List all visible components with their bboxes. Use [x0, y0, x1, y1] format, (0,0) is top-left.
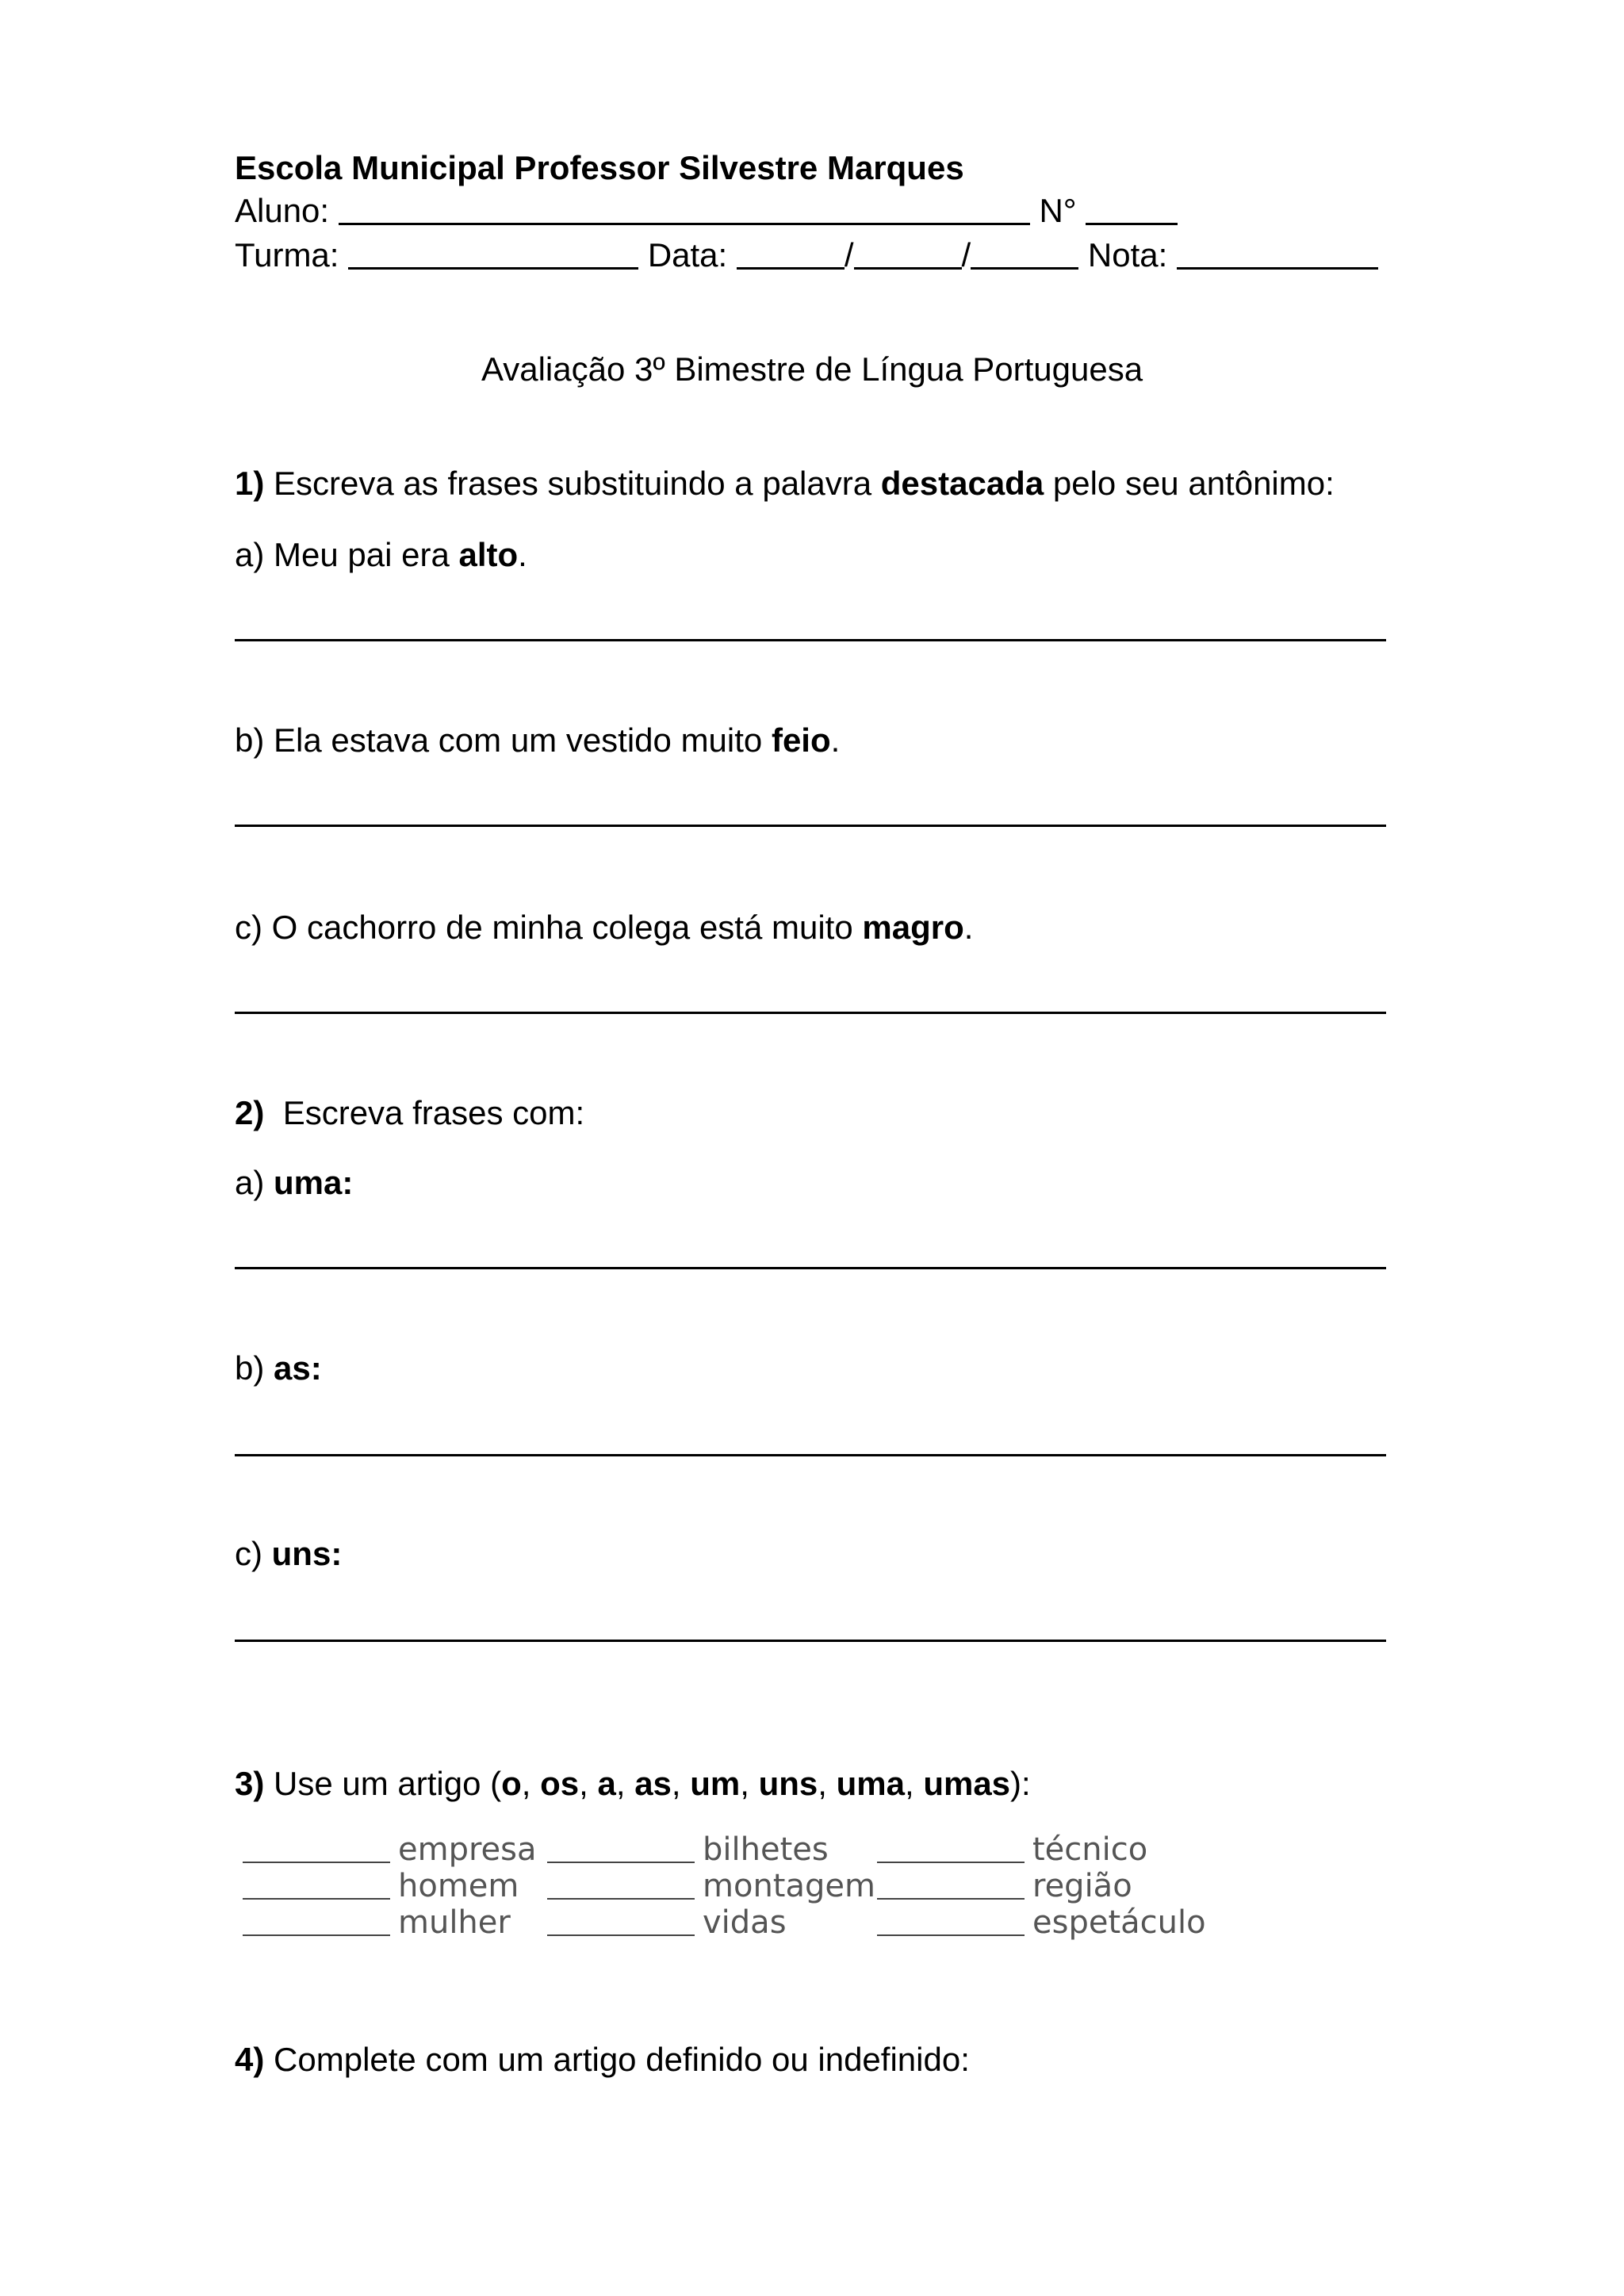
- article-blank[interactable]: [243, 1911, 390, 1936]
- separator: ,: [521, 1765, 541, 1802]
- answer-line[interactable]: [235, 1454, 1386, 1456]
- date-slash: /: [961, 236, 971, 274]
- question-number: 3): [235, 1765, 265, 1802]
- question-text-bold: destacada: [880, 465, 1044, 502]
- article: as: [634, 1765, 672, 1802]
- question-1: [235, 463, 1335, 504]
- question-3: [235, 1763, 1031, 1804]
- question-number: 1): [235, 465, 265, 502]
- class-field[interactable]: [348, 239, 638, 270]
- separator: ,: [615, 1765, 635, 1802]
- noun: espetáculo: [1032, 1904, 1206, 1941]
- noun: mulher: [398, 1904, 511, 1941]
- article-blank[interactable]: [877, 1911, 1025, 1936]
- noun: vidas: [703, 1904, 787, 1941]
- item-text: a) Meu pai era: [235, 536, 459, 573]
- question-text: pelo seu antônimo:: [1044, 465, 1335, 502]
- grid-row: [243, 1831, 1210, 1868]
- article: umas: [923, 1765, 1011, 1802]
- article-blank[interactable]: [547, 1911, 695, 1936]
- school-name: Escola Municipal Professor Silvestre Marques: [235, 149, 964, 186]
- separator: ,: [579, 1765, 598, 1802]
- question-number: 4): [235, 2041, 265, 2078]
- numero-label: N°: [1039, 192, 1077, 229]
- grid-cell: [877, 1904, 1210, 1941]
- q2-item-c: [235, 1533, 342, 1575]
- q2-item-b: [235, 1348, 322, 1389]
- article-blank[interactable]: [547, 1838, 695, 1863]
- question-text: ):: [1010, 1765, 1031, 1802]
- question-text: Use um artigo (: [264, 1765, 502, 1802]
- article: uns: [758, 1765, 818, 1802]
- separator: ,: [818, 1765, 837, 1802]
- date-day-field[interactable]: [737, 239, 845, 270]
- item-bold-word: feio: [771, 721, 831, 759]
- article-blank[interactable]: [243, 1874, 390, 1900]
- noun: homem: [398, 1868, 519, 1904]
- article: um: [690, 1765, 741, 1802]
- answer-line[interactable]: [235, 1012, 1386, 1014]
- item-bold-word: uma:: [274, 1164, 354, 1201]
- q1-item-b: [235, 720, 840, 761]
- article-blank[interactable]: [877, 1838, 1025, 1863]
- item-bold-word: as:: [274, 1349, 322, 1387]
- q1-item-a: [235, 534, 527, 576]
- grid-row: [243, 1868, 1210, 1904]
- noun: técnico: [1032, 1831, 1148, 1868]
- date-slash: /: [844, 236, 854, 274]
- aluno-label: Aluno:: [235, 192, 330, 229]
- grade-field[interactable]: [1177, 239, 1378, 270]
- article: uma: [836, 1765, 905, 1802]
- noun: região: [1032, 1868, 1132, 1904]
- separator: ,: [904, 1765, 924, 1802]
- student-name-row: [235, 190, 1178, 232]
- separator: ,: [740, 1765, 759, 1802]
- question-number: 2): [235, 1094, 265, 1131]
- turma-label: Turma:: [235, 236, 339, 274]
- question-text: Escreva frases com:: [264, 1094, 585, 1131]
- item-text: c): [235, 1535, 272, 1572]
- answer-line[interactable]: [235, 1267, 1386, 1269]
- item-bold-word: uns:: [271, 1535, 343, 1572]
- grid-cell: [243, 1831, 547, 1868]
- answer-line[interactable]: [235, 1640, 1386, 1642]
- q1-item-c: [235, 907, 973, 948]
- noun: bilhetes: [703, 1831, 829, 1868]
- item-bold-word: magro: [862, 909, 964, 946]
- date-month-field[interactable]: [854, 239, 962, 270]
- grid-cell: [547, 1904, 877, 1941]
- article: os: [540, 1765, 580, 1802]
- item-text: a): [235, 1164, 274, 1201]
- grid-cell: [547, 1831, 877, 1868]
- article: a: [597, 1765, 616, 1802]
- answer-line[interactable]: [235, 825, 1386, 827]
- grid-cell: [243, 1904, 547, 1941]
- article-blank[interactable]: [547, 1874, 695, 1900]
- article-blank[interactable]: [877, 1874, 1025, 1900]
- item-text: .: [963, 909, 974, 946]
- item-text: .: [518, 536, 527, 573]
- question-text: Complete com um artigo definido ou indefinido:: [264, 2041, 970, 2078]
- item-text: b): [235, 1349, 274, 1387]
- article-blank[interactable]: [243, 1838, 390, 1863]
- question-4: [235, 2039, 970, 2080]
- noun: empresa: [398, 1831, 537, 1868]
- date-year-field[interactable]: [971, 239, 1078, 270]
- noun: montagem: [703, 1868, 875, 1904]
- item-text: b) Ela estava com um vestido muito: [235, 721, 772, 759]
- grid-row: [243, 1904, 1210, 1941]
- grid-cell: [243, 1868, 547, 1904]
- student-name-field[interactable]: [339, 194, 1030, 225]
- question-2: [235, 1093, 584, 1134]
- nota-label: Nota:: [1087, 236, 1168, 274]
- grid-cell: [547, 1868, 877, 1904]
- item-bold-word: alto: [458, 536, 519, 573]
- q2-item-a: [235, 1162, 353, 1203]
- class-date-grade-row: [235, 235, 1378, 276]
- item-text: c) O cachorro de minha colega está muito: [235, 909, 863, 946]
- grid-cell: [877, 1831, 1210, 1868]
- separator: ,: [671, 1765, 691, 1802]
- article-exercise-grid: [243, 1831, 1210, 1941]
- grid-cell: [877, 1868, 1210, 1904]
- data-label: Data:: [647, 236, 728, 274]
- page-title: Avaliação 3º Bimestre de Língua Portuguesa: [481, 350, 1143, 388]
- question-text: Escreva as frases substituindo a palavra: [264, 465, 881, 502]
- item-text: .: [830, 721, 841, 759]
- article: o: [501, 1765, 522, 1802]
- answer-line[interactable]: [235, 639, 1386, 641]
- student-number-field[interactable]: [1086, 194, 1178, 225]
